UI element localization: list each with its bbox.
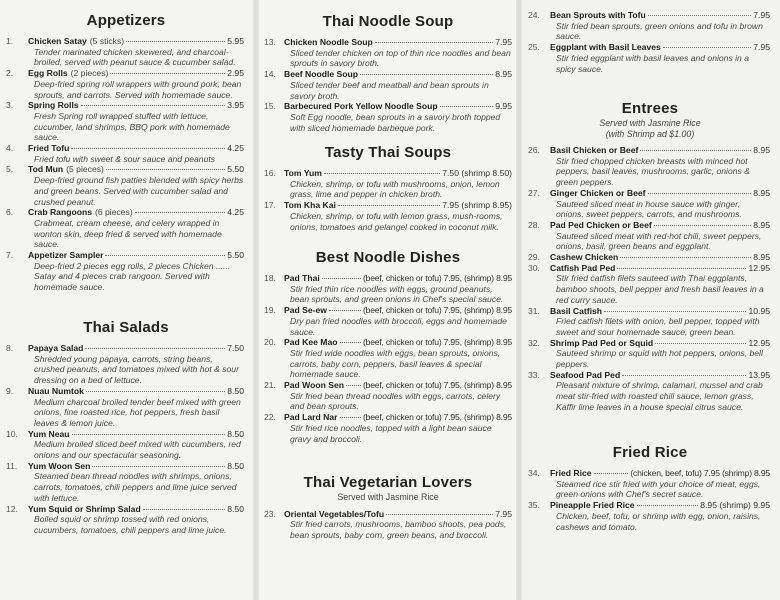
- item-name: Yum Woon Sen: [28, 460, 91, 471]
- item-description: Fresh Spring roll wrapped stuffed with lettuce, cucumber, land shrimps, BBQ pork with homemade sauce.: [34, 110, 230, 143]
- item-price: (beef, chicken or tofu) 7.95, (shrimp) 8.95: [362, 380, 512, 391]
- item-name: Basil Catfish: [550, 305, 603, 316]
- item-line: [284, 200, 512, 211]
- item-number: 4.: [6, 143, 14, 154]
- item-line: [550, 145, 770, 156]
- dot-leader: [92, 466, 225, 467]
- item-name: Eggplant with Basil Leaves: [550, 42, 661, 53]
- item-line: [28, 207, 244, 218]
- item-description: Deep-fried spring roll wrappers with ground pork, bean sprouts, and carrots. Served with homemade sauce.: [34, 78, 242, 100]
- item-price: 8.95 (shrimp) 9.95: [700, 500, 770, 511]
- item-price: 5.95: [227, 36, 244, 46]
- item-name: Bean Sprouts with Tofu: [550, 10, 646, 20]
- dot-leader: [637, 505, 699, 506]
- menu-item: [522, 263, 778, 306]
- item-name: Nuau Numtok: [28, 385, 84, 396]
- menu-item: [522, 42, 778, 74]
- item-name: Egg Rolls: [28, 68, 68, 79]
- item-description: Stir fried rice noodles, topped with a light bean sauce gravy and broccoli.: [290, 422, 492, 444]
- item-line: [550, 10, 770, 21]
- dot-leader: [338, 205, 440, 206]
- menu-item: [0, 164, 252, 207]
- menu-item: [260, 200, 516, 232]
- item-number: 1.: [6, 36, 14, 46]
- item-description: Stir fried catfish filets sauteed with Thai eggplants, bamboo shoots, bell pepper and fresh basil leaves in a red curry sauce.: [556, 273, 764, 305]
- section-subtitle: (with Shrimp ad $1.00): [605, 128, 695, 139]
- item-line: [284, 305, 512, 316]
- menu-item: [260, 69, 516, 101]
- dot-leader: [640, 150, 751, 151]
- item-line: [28, 429, 244, 440]
- menu-section-tasty-thai-soups: [260, 143, 516, 232]
- item-number: 12.: [6, 503, 18, 514]
- menu-item: [522, 145, 778, 188]
- item-name: Tod Mun: [28, 164, 64, 175]
- item-description: Stir fried carrots, mushrooms, bamboo shoots, pea pods, bean sprouts, baby corn, green beans, and broccoli.: [290, 519, 507, 540]
- section-heading: Appetizers: [86, 12, 166, 29]
- item-description: Sliced tender chicken on top of thin rice noodles and bean sprouts in savory broth.: [290, 47, 511, 69]
- item-name: Seafood Pad Ped: [550, 369, 621, 380]
- item-price: 12.95: [748, 262, 770, 273]
- dot-leader: [340, 342, 361, 343]
- item-description: Crabmeat, cream cheese, and celery wrapped in wonton skin, deep fried & served with homemade sauce.: [34, 217, 222, 250]
- item-number: 22.: [264, 412, 276, 423]
- dot-leader: [375, 42, 493, 43]
- dot-leader: [340, 417, 361, 418]
- item-description: Stir fried bean thread noodles with eggs, carrots, celery and bean sprouts.: [290, 390, 501, 412]
- menu-item: [0, 343, 252, 386]
- item-name: Pad Woon Sen: [284, 380, 345, 391]
- item-price: 8.50: [227, 460, 244, 471]
- item-line: [550, 188, 770, 199]
- item-number: 5.: [6, 164, 14, 175]
- item-line: [284, 412, 512, 423]
- item-price: (beef, chicken or tofu) 7.95, (shrimp) 8.95: [362, 337, 512, 348]
- item-name: Appetizer Sampler: [28, 250, 104, 261]
- item-line: [550, 252, 770, 263]
- item-price: 7.95: [495, 37, 512, 47]
- menu-item: [0, 207, 252, 250]
- dot-leader: [86, 391, 225, 392]
- item-price: (beef, chicken or tofu) 7.95, (shrimp) 8.95: [362, 412, 512, 423]
- dot-leader: [360, 74, 493, 75]
- menu-item-list: [0, 343, 252, 536]
- dot-leader: [655, 343, 746, 344]
- menu-item: [0, 100, 252, 143]
- item-price: 7.50 (shrimp 8.50): [442, 168, 512, 178]
- menu-section-thai-noodle-soup: [260, 12, 516, 133]
- item-description: Stir fried eggplant with basil leaves and onions in a spicy sauce.: [556, 52, 749, 74]
- item-description: Stir fried chopped chicken breasts with minced hot peppers, basil leaves, mushrooms, garlic, onions & green peppers.: [556, 155, 750, 188]
- item-price: 8.50: [227, 385, 244, 396]
- item-number: 19.: [264, 305, 276, 316]
- item-number: 8.: [6, 343, 14, 353]
- item-price: 7.95: [753, 10, 770, 20]
- item-line: [28, 504, 244, 515]
- item-description: Deep-fried 2 pieces egg rolls, 2 pieces Chicken ...... Satay and 4 pieces crab rangoon. Served with homemade sauce.: [34, 260, 231, 293]
- item-number: 34.: [528, 468, 540, 478]
- item-name: Papaya Salad: [28, 343, 84, 353]
- item-price: 8.95: [753, 145, 770, 155]
- item-name: Crab Rangoons: [28, 207, 92, 218]
- menu-item: [522, 188, 778, 220]
- section-heading: Thai Noodle Soup: [322, 13, 454, 30]
- menu-item: [260, 305, 516, 337]
- item-name: Shrimp Pad Ped or Squid: [550, 337, 654, 348]
- item-description: Chicken, shrimp, or tofu with lemon grass, mush-rooms, onions, tomatoes and gelangel cooked in coconut milk.: [290, 210, 503, 232]
- item-description: Sauteed shrimp or squid with hot peppers, onions, bell peppers.: [556, 348, 763, 370]
- item-description: Stir fried thin rice noodles with eggs, ground peanuts, bean sprouts, and green onions in Chef's special sauce.: [290, 283, 504, 305]
- item-name: Fried Rice: [550, 468, 592, 478]
- item-line: [550, 500, 770, 511]
- item-line: [28, 143, 244, 154]
- item-price: 7.95 (shrimp 8.95): [442, 200, 512, 211]
- item-price: 8.95: [753, 219, 770, 230]
- item-price: 4.25: [227, 207, 244, 218]
- item-name: Tom Kha Kai: [284, 200, 336, 211]
- item-description: Medium charcoal broiled tender beef mixed with green onions, fine roasted rice, hot peppers, fresh basil leaves & lemon juice.: [34, 396, 241, 428]
- dot-leader: [81, 105, 226, 106]
- menu-section-thai-salads: [0, 318, 252, 536]
- item-name: Oriental Vegetables/Tofu: [284, 508, 385, 519]
- item-price: 7.95: [753, 42, 770, 53]
- item-description: Fried tofu with sweet & sour sauce and peanuts: [34, 153, 216, 164]
- item-line: [284, 101, 512, 112]
- item-line: [28, 250, 244, 261]
- item-number: 9.: [6, 385, 14, 396]
- item-price: 3.95: [227, 100, 244, 111]
- menu-item: [522, 370, 778, 413]
- dot-leader: [620, 257, 751, 258]
- dot-leader: [143, 509, 226, 510]
- item-number: 31.: [528, 305, 540, 316]
- item-name: Pad Thai: [284, 273, 320, 283]
- item-number: 18.: [264, 273, 276, 283]
- item-price: 12.95: [748, 337, 770, 348]
- menu-item: [522, 252, 778, 263]
- menu-item: [260, 168, 516, 200]
- item-name: Cashew Chicken: [550, 252, 619, 263]
- menu-item: [0, 504, 252, 536]
- menu-section-entrees: [522, 99, 778, 413]
- dot-leader: [346, 385, 361, 386]
- page-fold: [253, 0, 259, 600]
- menu-panel-middle: [260, 0, 516, 600]
- item-line: [28, 100, 244, 111]
- menu-item: [260, 412, 516, 444]
- item-number: 6.: [6, 207, 14, 218]
- item-number: 7.: [6, 250, 14, 261]
- item-description: Dry pan fried noodles with broccoli, eggs and homemade sauce.: [290, 315, 507, 337]
- item-description: Chicken, beef, tofu, or shrimp with egg, onion, raisins, cashews and tomato.: [556, 510, 761, 532]
- item-line: [550, 338, 770, 349]
- item-number: 13.: [264, 37, 276, 47]
- item-description: Sauteed sliced meat with red-hot chili, sweet peppers, onions, basil, green beans and eggplant.: [556, 230, 762, 252]
- menu-item-list: [260, 37, 516, 133]
- menu-item: [260, 380, 516, 412]
- item-name: Pad Kee Mao: [284, 337, 338, 348]
- menu-item: [260, 37, 516, 69]
- item-line: [550, 220, 770, 231]
- item-price: 2.95: [227, 68, 244, 79]
- item-description: Shredded young papaya, carrots, string beans, crushed peanuts, and tomatoes mixed with hot & sour dressing on a bed of lettuce.: [34, 353, 239, 386]
- item-number: 27.: [528, 187, 540, 198]
- item-line: [550, 370, 770, 381]
- menu-item-list: [260, 509, 516, 541]
- item-description: Sliced tender beef and meatball and bean sprouts in savory broth.: [290, 79, 489, 101]
- item-name: Pad Se-ew: [284, 305, 327, 316]
- item-name: Chicken Noodle Soup: [284, 37, 373, 47]
- item-price: 8.95: [753, 187, 770, 198]
- dot-leader: [135, 212, 226, 213]
- item-line: [28, 461, 244, 472]
- item-line: [28, 36, 244, 47]
- dot-leader: [663, 47, 751, 48]
- item-name: Fried Tofu: [28, 143, 70, 154]
- item-price: (beef, chicken or tofu) 7.95, (shrimp) 8.95: [362, 273, 512, 283]
- item-line: [28, 68, 244, 79]
- item-name: Yum Neau: [28, 428, 70, 439]
- item-description: Soft Egg noodle, bean sprouts in a savory broth topped with sliced homemade barbeque pork.: [290, 111, 501, 133]
- item-name: Yum Squid or Shrimp Salad: [28, 503, 141, 514]
- item-line: [28, 386, 244, 397]
- dot-leader: [106, 169, 225, 170]
- item-description: Boiled squid or shrimp tossed with red onions, cucumbers, tomatoes, chili peppers and lime juice.: [34, 514, 227, 535]
- menu-section-thai-vegetarian-lovers: [260, 473, 516, 541]
- item-name: Tom Yum: [284, 168, 322, 178]
- menu-panel-left: [0, 0, 252, 600]
- dot-leader: [85, 348, 225, 349]
- dot-leader: [324, 173, 440, 174]
- menu-section-fried-rice: [522, 443, 778, 532]
- item-description: Stir fried wide noodles with eggs, bean sprouts, onions, carrots, baby corn, peppers, basil leaves & special homemade sauce.: [290, 347, 501, 380]
- menu-section-best-noodle-dishes: [260, 248, 516, 444]
- dot-leader: [329, 310, 361, 311]
- item-number: 29.: [528, 252, 540, 263]
- dot-leader: [604, 311, 746, 312]
- menu-item: [0, 143, 252, 164]
- item-number: 20.: [264, 337, 276, 348]
- menu-item: [0, 386, 252, 429]
- item-number: 17.: [264, 200, 276, 211]
- item-price: 13.95: [748, 369, 770, 380]
- item-number: 24.: [528, 10, 540, 20]
- item-description: Chicken, shrimp, or tofu with mushrooms, onion, lemon grass, lime and pepper in chicken broth.: [290, 178, 500, 200]
- dot-leader: [71, 148, 225, 149]
- item-number: 11.: [6, 460, 18, 471]
- item-price: 5.50: [227, 250, 244, 261]
- item-qualifier: (5 sticks): [89, 36, 125, 46]
- item-description: Tender marinated chicken skewered, and charcoal-broiled, served with peanut sauce & cucumber salad.: [34, 46, 236, 68]
- item-name: Catfish Pad Ped: [550, 262, 616, 273]
- item-line: [28, 343, 244, 354]
- item-number: 23.: [264, 508, 276, 519]
- item-number: 28.: [528, 219, 540, 230]
- menu-item: [0, 429, 252, 461]
- dot-leader: [617, 268, 746, 269]
- item-price: 8.95: [495, 69, 512, 80]
- item-description: Fried catfish filets with onion, bell pepper, topped with sweet and sour homemade sauce, green bean.: [556, 316, 760, 337]
- item-line: [550, 306, 770, 317]
- item-number: 2.: [6, 68, 14, 79]
- item-description: Steamed bean thread noodles with shrimps, onions, carrots, tomatoes, chili peppers and lime juice served with lettuce.: [34, 471, 237, 503]
- item-description: Pleasant mixture of shrimp, calamari, mussel and crab meat stir-fried with roasted chili sauce, lemon grass, Kaffir lime leaves in a house special citrus sauce.: [556, 380, 763, 412]
- section-heading: Thai Salads: [83, 319, 169, 336]
- item-number: 33.: [528, 369, 540, 380]
- menu-item-list: [522, 145, 778, 413]
- item-price: 8.95: [753, 252, 770, 263]
- menu-item: [522, 500, 778, 532]
- item-name: Chicken Satay: [28, 36, 87, 46]
- item-name: Beef Noodle Soup: [284, 69, 359, 80]
- item-name: Barbecured Pork Yellow Noodle Soup: [284, 101, 438, 112]
- item-description: Sauteed sliced meat in house sauce with ginger, onions, sweet peppers, carrots, and mushrooms.: [556, 198, 742, 220]
- item-price: 10.95: [748, 305, 770, 316]
- dot-leader: [648, 15, 751, 16]
- section-heading: Thai Vegetarian Lovers: [303, 474, 473, 491]
- item-price: 8.50: [227, 428, 244, 439]
- item-line: [550, 263, 770, 274]
- item-description: Medium broiled sliced beef mixed with cucumbers, red onions and our spectacular seasoning.: [34, 439, 241, 461]
- item-number: 30.: [528, 262, 540, 273]
- item-qualifier: (6 pieces): [94, 207, 133, 218]
- dot-leader: [648, 193, 752, 194]
- dot-leader: [126, 41, 225, 42]
- dot-leader: [622, 375, 746, 376]
- item-line: [28, 164, 244, 175]
- item-line: [284, 168, 512, 179]
- section-heading: Entrees: [621, 100, 679, 117]
- dot-leader: [386, 514, 493, 515]
- item-line: [284, 380, 512, 391]
- item-name: Pad Lard Nar: [284, 412, 338, 423]
- menu-section-vegetarian-continued: [522, 10, 778, 74]
- item-line: [284, 69, 512, 80]
- menu-item: [0, 68, 252, 100]
- item-price: 9.95: [495, 101, 512, 112]
- item-price: (beef, chicken or tofu) 7.95, (shrimp) 8.95: [362, 305, 512, 316]
- item-price: 5.50: [227, 164, 244, 175]
- item-number: 25.: [528, 42, 540, 53]
- item-price: (chicken, beef, tofu) 7.95 (shrimp) 8.95: [630, 468, 770, 478]
- item-number: 16.: [264, 168, 276, 178]
- menu-item: [522, 10, 778, 42]
- menu-item: [522, 220, 778, 252]
- item-name: Spring Rolls: [28, 100, 79, 111]
- item-price: 8.50: [227, 503, 244, 514]
- menu-item: [522, 338, 778, 370]
- menu-item: [522, 306, 778, 338]
- item-line: [284, 337, 512, 348]
- menu-item-list: [522, 468, 778, 532]
- item-price: 7.95: [495, 508, 512, 519]
- item-price: 4.25: [227, 143, 244, 154]
- item-number: 26.: [528, 145, 540, 155]
- item-number: 14.: [264, 69, 276, 80]
- dot-leader: [105, 255, 225, 256]
- item-line: [284, 509, 512, 520]
- menu-item: [0, 461, 252, 504]
- item-number: 32.: [528, 337, 540, 348]
- section-heading: Best Noodle Dishes: [315, 249, 461, 266]
- menu-item-list: [260, 168, 516, 232]
- item-qualifier: (5 pieces): [66, 164, 104, 175]
- item-number: 21.: [264, 380, 276, 391]
- item-name: Basil Chicken or Beef: [550, 145, 639, 155]
- menu-item: [0, 36, 252, 68]
- dot-leader: [440, 106, 494, 107]
- item-number: 15.: [264, 101, 276, 112]
- menu-panel-right: [522, 0, 778, 600]
- item-name: Ginger Chicken or Beef: [550, 187, 646, 198]
- section-heading: Fried Rice: [612, 444, 688, 461]
- dot-leader: [594, 473, 629, 474]
- item-description: Stir fried bean sprouts, green onions and tofu in brown sauce.: [556, 20, 763, 42]
- item-description: Deep-fried ground fish patties blended with spicy herbs and green beans. Served with cucumber salad and crushed peanut.: [34, 175, 244, 207]
- section-subtitle: Served with Jasmine Rice: [599, 118, 701, 128]
- menu-item: [0, 250, 252, 293]
- menu-item: [260, 101, 516, 133]
- dot-leader: [654, 225, 752, 226]
- item-line: [550, 42, 770, 53]
- item-line: [550, 468, 770, 479]
- dot-leader: [72, 434, 226, 435]
- menu-section-appetizers: [0, 11, 252, 293]
- section-subtitle: Served with Jasmine Rice: [337, 492, 439, 502]
- item-description: Steamed rice stir fried with your choice of meat, eggs, green onions with Chef's secret sauce.: [556, 478, 761, 500]
- menu-item-list: [0, 36, 252, 293]
- item-price: 7.50: [227, 343, 244, 353]
- section-heading: Tasty Thai Soups: [324, 144, 452, 161]
- menu-item: [522, 468, 778, 500]
- menu-item-list: [260, 273, 516, 444]
- item-name: Pad Ped Chicken or Beef: [550, 219, 652, 230]
- item-line: [284, 273, 512, 284]
- menu-item-list: [522, 10, 778, 74]
- item-number: 10.: [6, 428, 18, 439]
- menu-item: [260, 337, 516, 380]
- dot-leader: [322, 278, 361, 279]
- item-number: 35.: [528, 500, 540, 511]
- item-name: Pineapple Fried Rice: [550, 500, 635, 511]
- item-line: [284, 37, 512, 48]
- dot-leader: [110, 73, 225, 74]
- menu-item: [260, 509, 516, 541]
- item-qualifier: (2 pieces): [70, 68, 109, 79]
- menu-item: [260, 273, 516, 305]
- item-number: 3.: [6, 100, 14, 111]
